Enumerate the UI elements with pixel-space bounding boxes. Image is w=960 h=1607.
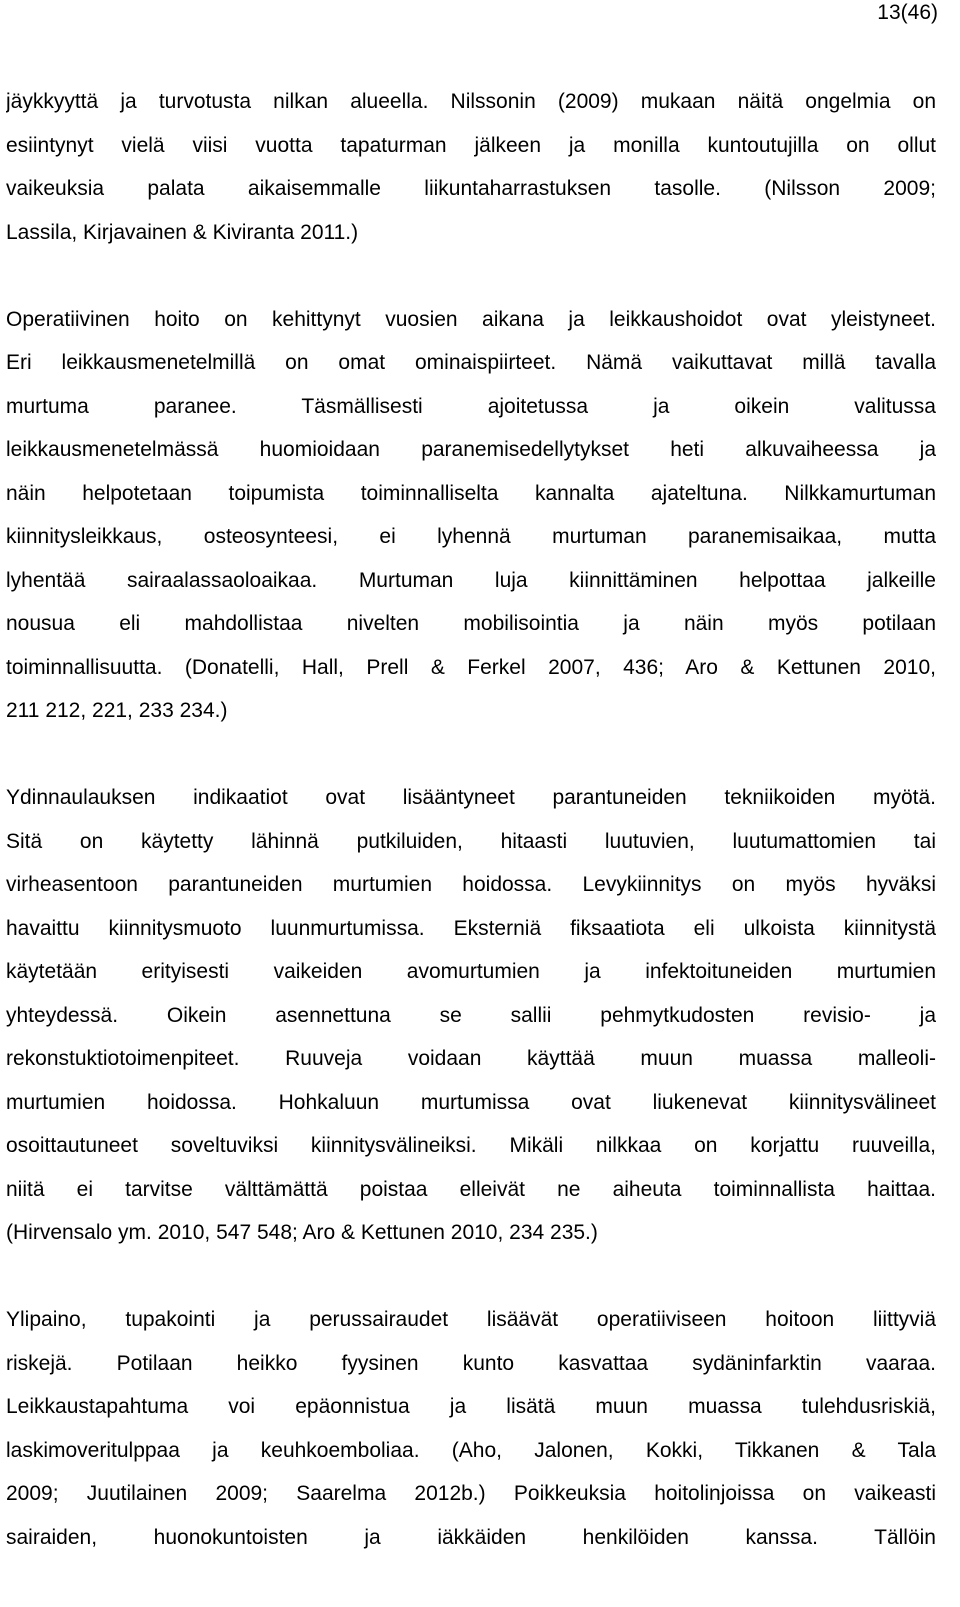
paragraph-2 (6, 298, 936, 733)
text-line: lyhentää sairaalassaoloaikaa. Murtuman luja kiinnittäminen helpottaa jalkeille (6, 568, 936, 592)
text-line: virheasentoon parantuneiden murtumien hoidossa. Levykiinnitys on myös hyväksi (6, 873, 936, 896)
document-body (6, 80, 936, 1559)
text-line: nousua eli mahdollistaa nivelten mobilisointia ja näin myös potilaan (6, 612, 936, 635)
text-line: Operatiivinen hoito on kehittynyt vuosien aikana ja leikkaushoidot ovat yleistyneet. (6, 307, 936, 331)
text-line: rekonstuktiotoimenpiteet. Ruuveja voidaan käyttää muun muassa malleoli- (6, 1047, 936, 1070)
text-line: vaikeuksia palata aikaisemmalle liikuntaharrastuksen tasolle. (Nilsson 2009; (6, 177, 936, 200)
text-line: 2009; Juutilainen 2009; Saarelma 2012b.) Poikkeuksia hoitolinjoissa on vaikeasti (6, 1482, 936, 1505)
text-line: kiinnitysleikkaus, osteosynteesi, ei lyhennä murtuman paranemisaikaa, mutta (6, 525, 936, 548)
text-line: leikkausmenetelmässä huomioidaan paranemisedellytykset heti alkuvaiheessa ja (6, 438, 936, 461)
paragraph-4 (6, 1298, 936, 1559)
text-line: murtumien hoidossa. Hohkaluun murtumissa ovat liukenevat kiinnitysvälineet (6, 1090, 936, 1114)
page-number: 13(46) (877, 1, 938, 24)
text-line: Leikkaustapahtuma voi epäonnistua ja lisätä muun muassa tulehdusriskiä, (6, 1395, 936, 1418)
text-line: riskejä. Potilaan heikko fyysinen kunto kasvattaa sydäninfarktin vaaraa. (6, 1351, 936, 1375)
text-line: Sitä on käytetty lähinnä putkiluiden, hitaasti luutuvien, luutumattomien tai (6, 829, 936, 853)
text-line: käytetään erityisesti vaikeiden avomurtumien ja infektoituneiden murtumien (6, 960, 936, 983)
paragraph-1 (6, 80, 936, 254)
text-line: sairaiden, huonokuntoisten ja iäkkäiden henkilöiden kanssa. Tällöin (6, 1525, 936, 1549)
text-line: toiminnallisuutta. (Donatelli, Hall, Prell & Ferkel 2007, 436; Aro & Kettunen 2010, (6, 655, 936, 679)
text-line: murtuma paranee. Täsmällisesti ajoitetussa ja oikein valitussa (6, 394, 936, 418)
text-line: jäykkyyttä ja turvotusta nilkan alueella. Nilssonin (2009) mukaan näitä ongelmia on (6, 90, 936, 113)
text-line: (Hirvensalo ym. 2010, 547 548; Aro & Kettunen 2010, 234 235.) (6, 1221, 598, 1244)
text-line: Ydinnaulauksen indikaatiot ovat lisääntyneet parantuneiden tekniikoiden myötä. (6, 786, 936, 809)
text-line: Eri leikkausmenetelmillä on omat ominaispiirteet. Nämä vaikuttavat millä tavalla (6, 351, 936, 374)
text-line: havaittu kiinnitysmuoto luunmurtumissa. Eksterniä fiksaatiota eli ulkoista kiinnitystä (6, 916, 936, 940)
paragraph-3 (6, 776, 936, 1255)
text-line: Lassila, Kirjavainen & Kiviranta 2011.) (6, 220, 359, 244)
text-line: näin helpotetaan toipumista toiminnalliselta kannalta ajateltuna. Nilkkamurtuman (6, 481, 936, 505)
text-line: osoittautuneet soveltuviksi kiinnitysvälineiksi. Mikäli nilkkaa on korjattu ruuveilla, (6, 1134, 936, 1157)
text-line: Ylipaino, tupakointi ja perussairaudet lisäävät operatiiviseen hoitoon liittyviä (6, 1308, 936, 1331)
text-line: niitä ei tarvitse välttämättä poistaa elleivät ne aiheuta toiminnallista haittaa. (6, 1177, 936, 1201)
text-line: laskimoveritulppaa ja keuhkoemboliaa. (Aho, Jalonen, Kokki, Tikkanen & Tala (6, 1438, 936, 1462)
text-line: 211 212, 221, 233 234.) (6, 699, 228, 722)
text-line: yhteydessä. Oikein asennettuna se sallii pehmytkudosten revisio- ja (6, 1003, 936, 1027)
text-line: esiintynyt vielä viisi vuotta tapaturman jälkeen ja monilla kuntoutujilla on ollut (6, 133, 936, 157)
